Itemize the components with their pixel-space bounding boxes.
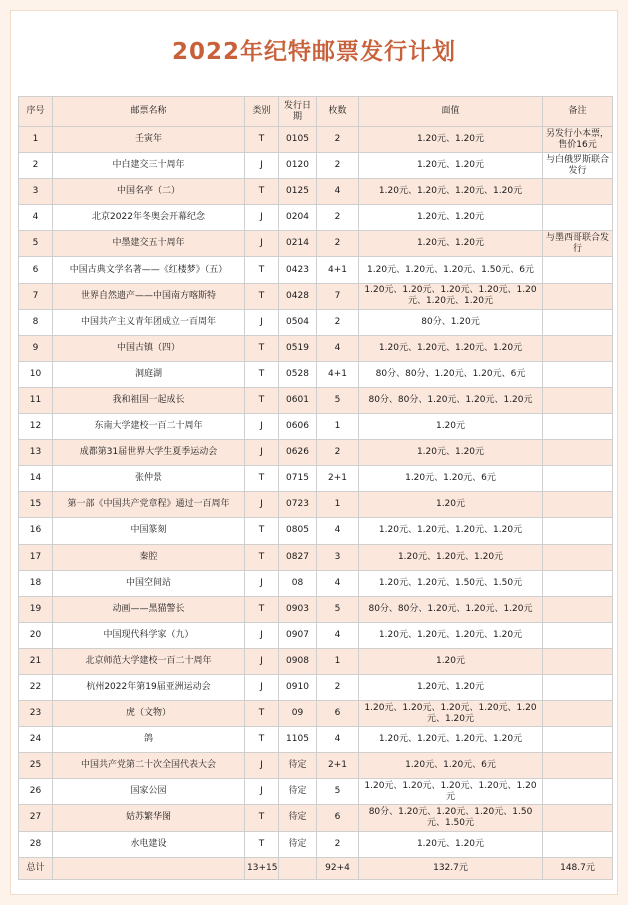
cell-note: [543, 466, 613, 492]
cell-note: [543, 387, 613, 413]
cell-count: 2: [317, 231, 359, 257]
cell-seq: 19: [19, 596, 53, 622]
cell-seq: 1: [19, 127, 53, 153]
cell-note: [543, 701, 613, 727]
cell-date: 0423: [279, 257, 317, 283]
cell-date: 0907: [279, 622, 317, 648]
cell-seq: 12: [19, 414, 53, 440]
cell-face-value: 1.20元、1.20元、1.20元、1.20元: [359, 727, 543, 753]
table-row: [19, 309, 613, 335]
cell-note: [543, 257, 613, 283]
cell-count: 2+1: [317, 753, 359, 779]
cell-date: 0504: [279, 309, 317, 335]
cell-stamp-name: 北京2022年冬奥会开幕纪念: [53, 205, 245, 231]
cell-stamp-name: 水电建设: [53, 831, 245, 857]
cell-stamp-name: 中国篆刻: [53, 518, 245, 544]
cell-note: 与白俄罗斯联合发行: [543, 153, 613, 179]
header-count: 枚数: [317, 97, 359, 127]
table-row: [19, 127, 613, 153]
cell-date: 0910: [279, 674, 317, 700]
cell-count: 2: [317, 127, 359, 153]
cell-type: T: [245, 335, 279, 361]
cell-count: 4+1: [317, 361, 359, 387]
table-row: [19, 205, 613, 231]
total-value: 132.7元: [359, 857, 543, 879]
cell-date: 0908: [279, 648, 317, 674]
cell-count: 2: [317, 309, 359, 335]
cell-type: J: [245, 414, 279, 440]
cell-count: 1: [317, 492, 359, 518]
cell-count: 6: [317, 701, 359, 727]
cell-stamp-name: 中白建交三十周年: [53, 153, 245, 179]
cell-note: [543, 779, 613, 805]
cell-face-value: 1.20元、1.20元、1.20元: [359, 544, 543, 570]
cell-type: T: [245, 544, 279, 570]
table-row: [19, 727, 613, 753]
cell-seq: 18: [19, 570, 53, 596]
cell-face-value: 1.20元、1.20元: [359, 231, 543, 257]
cell-date: 0805: [279, 518, 317, 544]
cell-date: 0626: [279, 440, 317, 466]
table-row: [19, 361, 613, 387]
cell-face-value: 1.20元、1.20元、1.20元、1.20元: [359, 179, 543, 205]
cell-count: 5: [317, 387, 359, 413]
cell-seq: 4: [19, 205, 53, 231]
cell-stamp-name: 我和祖国一起成长: [53, 387, 245, 413]
cell-face-value: 1.20元、1.20元、1.20元、1.20元: [359, 622, 543, 648]
cell-seq: 2: [19, 153, 53, 179]
cell-seq: 7: [19, 283, 53, 309]
cell-stamp-name: 国家公园: [53, 779, 245, 805]
cell-stamp-name: 中国古镇（四）: [53, 335, 245, 361]
cell-face-value: 1.20元、1.20元、1.20元、1.20元、1.20元、1.20元、1.20元: [359, 283, 543, 309]
cell-type: T: [245, 518, 279, 544]
cell-note: [543, 283, 613, 309]
cell-seq: 22: [19, 674, 53, 700]
cell-face-value: 80分、80分、1.20元、1.20元、6元: [359, 361, 543, 387]
cell-count: 4: [317, 518, 359, 544]
cell-stamp-name: 中国古典文学名著——《红楼梦》（五）: [53, 257, 245, 283]
cell-type: J: [245, 492, 279, 518]
cell-type: J: [245, 205, 279, 231]
cell-stamp-name: 中国名亭（二）: [53, 179, 245, 205]
cell-date: 0428: [279, 283, 317, 309]
cell-stamp-name: 中国共产党第二十次全国代表大会: [53, 753, 245, 779]
table-row: [19, 753, 613, 779]
cell-type: J: [245, 648, 279, 674]
cell-note: [543, 831, 613, 857]
total-row: [19, 857, 613, 879]
table-row: [19, 492, 613, 518]
cell-note: [543, 648, 613, 674]
cell-stamp-name: 世界自然遗产——中国南方喀斯特: [53, 283, 245, 309]
cell-note: [543, 414, 613, 440]
cell-count: 2: [317, 674, 359, 700]
cell-face-value: 80分、80分、1.20元、1.20元、1.20元: [359, 387, 543, 413]
cell-seq: 26: [19, 779, 53, 805]
cell-note: 另发行小本票，售价16元: [543, 127, 613, 153]
cell-type: T: [245, 727, 279, 753]
cell-face-value: 1.20元、1.20元、6元: [359, 466, 543, 492]
cell-face-value: 1.20元、1.20元: [359, 205, 543, 231]
cell-count: 2: [317, 831, 359, 857]
table-row: [19, 257, 613, 283]
cell-note: [543, 674, 613, 700]
cell-seq: 15: [19, 492, 53, 518]
header-type: 类别: [245, 97, 279, 127]
cell-count: 4: [317, 570, 359, 596]
header-name: 邮票名称: [53, 97, 245, 127]
cell-note: [543, 727, 613, 753]
cell-seq: 10: [19, 361, 53, 387]
cell-face-value: 1.20元、1.20元、1.20元、1.20元: [359, 518, 543, 544]
cell-date: 0601: [279, 387, 317, 413]
cell-stamp-name: 东南大学建校一百二十周年: [53, 414, 245, 440]
cell-date: 0214: [279, 231, 317, 257]
cell-seq: 5: [19, 231, 53, 257]
cell-stamp-name: 动画——黑猫警长: [53, 596, 245, 622]
cell-count: 3: [317, 544, 359, 570]
cell-count: 4: [317, 727, 359, 753]
table-row: [19, 231, 613, 257]
cell-date: 0125: [279, 179, 317, 205]
header-date: 发行日期: [279, 97, 317, 127]
cell-type: T: [245, 831, 279, 857]
cell-stamp-name: 虎（文物）: [53, 701, 245, 727]
cell-stamp-name: 第一部《中国共产党章程》通过一百周年: [53, 492, 245, 518]
cell-type: J: [245, 753, 279, 779]
cell-date: 0519: [279, 335, 317, 361]
table-row: [19, 387, 613, 413]
cell-note: [543, 309, 613, 335]
cell-date: 0528: [279, 361, 317, 387]
cell-face-value: 80分、1.20元: [359, 309, 543, 335]
page-title: 2022年纪特邮票发行计划: [171, 39, 456, 65]
cell-note: 与墨西哥联合发行: [543, 231, 613, 257]
cell-seq: 14: [19, 466, 53, 492]
cell-stamp-name: 姑苏繁华图: [53, 805, 245, 831]
cell-type: T: [245, 596, 279, 622]
table-row: [19, 440, 613, 466]
cell-date: 0715: [279, 466, 317, 492]
cell-type: T: [245, 127, 279, 153]
cell-face-value: 80分、80分、1.20元、1.20元、1.20元: [359, 596, 543, 622]
cell-face-value: 1.20元、1.20元: [359, 831, 543, 857]
cell-stamp-name: 壬寅年: [53, 127, 245, 153]
cell-stamp-name: 中国共产主义青年团成立一百周年: [53, 309, 245, 335]
cell-face-value: 1.20元、1.20元: [359, 674, 543, 700]
table-row: [19, 153, 613, 179]
cell-type: T: [245, 257, 279, 283]
cell-type: J: [245, 440, 279, 466]
cell-count: 4: [317, 622, 359, 648]
cell-count: 1: [317, 414, 359, 440]
cell-type: T: [245, 387, 279, 413]
cell-face-value: 1.20元、1.20元、1.20元、1.20元: [359, 335, 543, 361]
cell-type: J: [245, 153, 279, 179]
header-note: 备注: [543, 97, 613, 127]
cell-date: 0120: [279, 153, 317, 179]
cell-date: 0903: [279, 596, 317, 622]
cell-note: [543, 335, 613, 361]
cell-note: [543, 805, 613, 831]
cell-face-value: 1.20元、1.20元: [359, 127, 543, 153]
cell-count: 5: [317, 596, 359, 622]
cell-seq: 6: [19, 257, 53, 283]
header-seq: 序号: [19, 97, 53, 127]
table-row: [19, 414, 613, 440]
cell-count: 2: [317, 440, 359, 466]
cell-date: 待定: [279, 753, 317, 779]
table-row: [19, 570, 613, 596]
cell-note: [543, 179, 613, 205]
cell-stamp-name: 杭州2022年第19届亚洲运动会: [53, 674, 245, 700]
table-row: [19, 831, 613, 857]
cell-seq: 16: [19, 518, 53, 544]
cell-stamp-name: 洞庭湖: [53, 361, 245, 387]
cell-face-value: 1.20元、1.20元、1.50元、1.50元: [359, 570, 543, 596]
cell-stamp-name: 秦腔: [53, 544, 245, 570]
cell-note: [543, 622, 613, 648]
cell-seq: 11: [19, 387, 53, 413]
table-row: [19, 779, 613, 805]
document-page: [10, 10, 618, 895]
cell-date: 0204: [279, 205, 317, 231]
table-body: [19, 127, 613, 858]
table-header-row: [19, 97, 613, 127]
cell-type: J: [245, 622, 279, 648]
table-row: [19, 466, 613, 492]
cell-face-value: 1.20元: [359, 414, 543, 440]
cell-count: 2+1: [317, 466, 359, 492]
cell-date: 0606: [279, 414, 317, 440]
cell-face-value: 1.20元、1.20元、6元: [359, 753, 543, 779]
cell-stamp-name: 张仲景: [53, 466, 245, 492]
cell-count: 2: [317, 153, 359, 179]
cell-stamp-name: 中国空间站: [53, 570, 245, 596]
cell-count: 1: [317, 648, 359, 674]
cell-count: 5: [317, 779, 359, 805]
cell-type: T: [245, 283, 279, 309]
cell-note: [543, 361, 613, 387]
cell-seq: 20: [19, 622, 53, 648]
cell-type: T: [245, 179, 279, 205]
cell-face-value: 1.20元: [359, 492, 543, 518]
cell-face-value: 1.20元、1.20元: [359, 440, 543, 466]
table-row: [19, 518, 613, 544]
cell-seq: 8: [19, 309, 53, 335]
cell-count: 4: [317, 179, 359, 205]
cell-stamp-name: 中国现代科学家（九）: [53, 622, 245, 648]
cell-note: [543, 544, 613, 570]
cell-face-value: 1.20元、1.20元、1.20元、1.50元、6元: [359, 257, 543, 283]
cell-seq: 27: [19, 805, 53, 831]
cell-face-value: 1.20元、1.20元、1.20元、1.20元、1.20元: [359, 779, 543, 805]
table-row: [19, 805, 613, 831]
cell-type: T: [245, 701, 279, 727]
total-name: [53, 857, 245, 879]
cell-face-value: 1.20元: [359, 648, 543, 674]
cell-count: 2: [317, 205, 359, 231]
cell-count: 7: [317, 283, 359, 309]
cell-seq: 21: [19, 648, 53, 674]
cell-type: J: [245, 674, 279, 700]
cell-type: J: [245, 309, 279, 335]
cell-count: 6: [317, 805, 359, 831]
cell-date: 08: [279, 570, 317, 596]
cell-note: [543, 492, 613, 518]
cell-type: J: [245, 779, 279, 805]
cell-face-value: 1.20元、1.20元: [359, 153, 543, 179]
cell-count: 4+1: [317, 257, 359, 283]
cell-date: 09: [279, 701, 317, 727]
table-row: [19, 544, 613, 570]
cell-type: J: [245, 231, 279, 257]
cell-stamp-name: 北京师范大学建校一百二十周年: [53, 648, 245, 674]
cell-seq: 13: [19, 440, 53, 466]
cell-note: [543, 518, 613, 544]
cell-count: 4: [317, 335, 359, 361]
table-row: [19, 596, 613, 622]
table-row: [19, 622, 613, 648]
cell-seq: 23: [19, 701, 53, 727]
cell-date: 待定: [279, 831, 317, 857]
cell-date: 0827: [279, 544, 317, 570]
cell-date: 0723: [279, 492, 317, 518]
table-row: [19, 179, 613, 205]
table-row: [19, 335, 613, 361]
table-row: [19, 701, 613, 727]
cell-face-value: 80分、1.20元、1.20元、1.20元、1.50元、1.50元: [359, 805, 543, 831]
total-label: 总计: [19, 857, 53, 879]
cell-stamp-name: 中墨建交五十周年: [53, 231, 245, 257]
header-value: 面值: [359, 97, 543, 127]
cell-note: [543, 440, 613, 466]
total-type: 13+15: [245, 857, 279, 879]
stamp-plan-table: [18, 96, 613, 880]
table-row: [19, 283, 613, 309]
cell-type: T: [245, 466, 279, 492]
cell-note: [543, 596, 613, 622]
cell-date: 待定: [279, 805, 317, 831]
table-row: [19, 648, 613, 674]
cell-note: [543, 205, 613, 231]
cell-note: [543, 570, 613, 596]
cell-stamp-name: 鸽: [53, 727, 245, 753]
cell-seq: 25: [19, 753, 53, 779]
cell-date: 待定: [279, 779, 317, 805]
cell-date: 0105: [279, 127, 317, 153]
cell-seq: 17: [19, 544, 53, 570]
cell-type: J: [245, 570, 279, 596]
total-date: [279, 857, 317, 879]
table-row: [19, 674, 613, 700]
cell-seq: 9: [19, 335, 53, 361]
cell-date: 1105: [279, 727, 317, 753]
cell-type: T: [245, 361, 279, 387]
cell-seq: 24: [19, 727, 53, 753]
total-count: 92+4: [317, 857, 359, 879]
total-note: 148.7元: [543, 857, 613, 879]
cell-face-value: 1.20元、1.20元、1.20元、1.20元、1.20元、1.20元: [359, 701, 543, 727]
cell-seq: 28: [19, 831, 53, 857]
cell-stamp-name: 成都第31届世界大学生夏季运动会: [53, 440, 245, 466]
cell-type: T: [245, 805, 279, 831]
cell-seq: 3: [19, 179, 53, 205]
cell-note: [543, 753, 613, 779]
